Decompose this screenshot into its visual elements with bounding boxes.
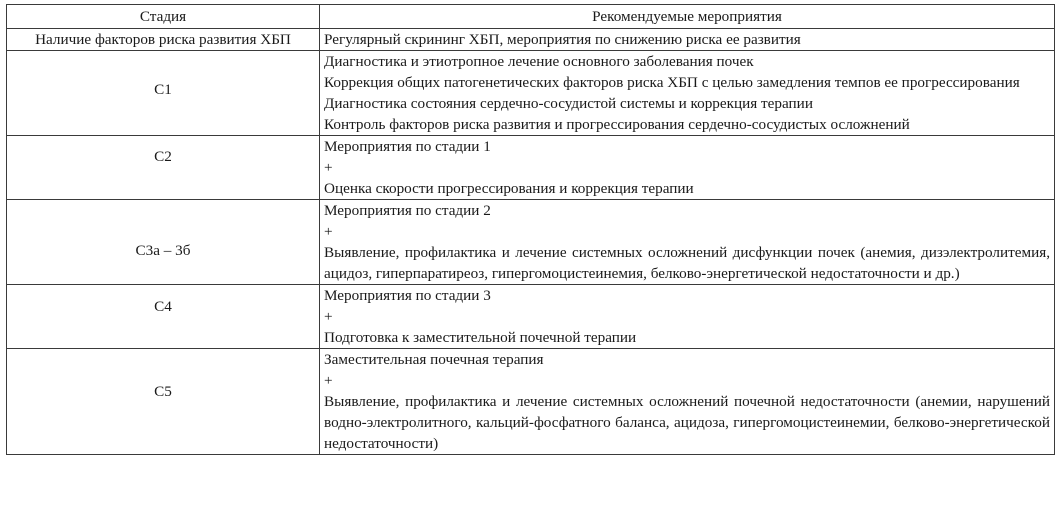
action-line: + [324,308,333,325]
action-line: + [324,159,333,176]
actions-cell [320,349,1055,455]
action-line: Мероприятия по стадии 2 [324,202,491,219]
action-line: Мероприятия по стадии 3 [324,287,491,304]
table-header-row [7,5,1055,29]
table-row [7,51,1055,136]
actions-cell [320,200,1055,285]
actions-cell [320,29,1055,51]
stage-label: Наличие факторов риска развития ХБП [35,31,291,48]
stage-label: С4 [154,298,172,315]
action-line: Коррекция общих патогенетических факторов риска ХБП с целью замедления темпов ее прогрессирования [324,74,1020,91]
actions-cell [320,136,1055,200]
column-header-stage: Стадия [7,5,320,29]
action-line: Заместительная почечная терапия [324,351,544,368]
action-line: Оценка скорости прогрессирования и коррекция терапии [324,180,694,197]
stage-cell [7,136,320,200]
stage-label: С1 [154,81,172,98]
table-row [7,29,1055,51]
action-line: Подготовка к заместительной почечной терапии [324,329,637,346]
action-line: Контроль факторов риска развития и прогрессирования сердечно-сосудистых осложнений [324,116,910,133]
action-line: Выявление, профилактика и лечение системных осложнений дисфункции почек (анемия, дизэлектролитемия, ацидоз, гиперпаратиреоз, гипергомоцистеинемия, белково-энергетической недостаточности и др.) [324,244,1050,282]
stage-cell [7,349,320,455]
stage-cell [7,200,320,285]
action-line: + [324,372,333,389]
action-line: Диагностика и этиотропное лечение основного заболевания почек [324,53,754,70]
column-header-actions: Рекомендуемые мероприятия [320,5,1055,29]
action-line: Выявление, профилактика и лечение системных осложнений почечной недостаточности (анемии, нарушений водно-электролитного, кальций-фосфатного баланса, ацидоза, гипергомоцистеинемии, белково-энергетической недостаточности) [324,393,1050,452]
stage-cell [7,285,320,349]
actions-cell [320,285,1055,349]
action-line: Регулярный скрининг ХБП, мероприятия по снижению риска ее развития [324,31,801,48]
stage-cell [7,51,320,136]
stage-cell [7,29,320,51]
actions-cell [320,51,1055,136]
action-line: Мероприятия по стадии 1 [324,138,491,155]
action-line: Диагностика состояния сердечно-сосудистой системы и коррекция терапии [324,95,813,112]
action-line: + [324,223,333,240]
table-row [7,349,1055,455]
stage-label: С2 [154,148,172,165]
ckd-stage-table [6,4,1055,455]
table-row [7,200,1055,285]
table-row [7,136,1055,200]
stage-label: С3а – 3б [135,242,191,259]
table-row [7,285,1055,349]
stage-label: С5 [154,383,172,400]
